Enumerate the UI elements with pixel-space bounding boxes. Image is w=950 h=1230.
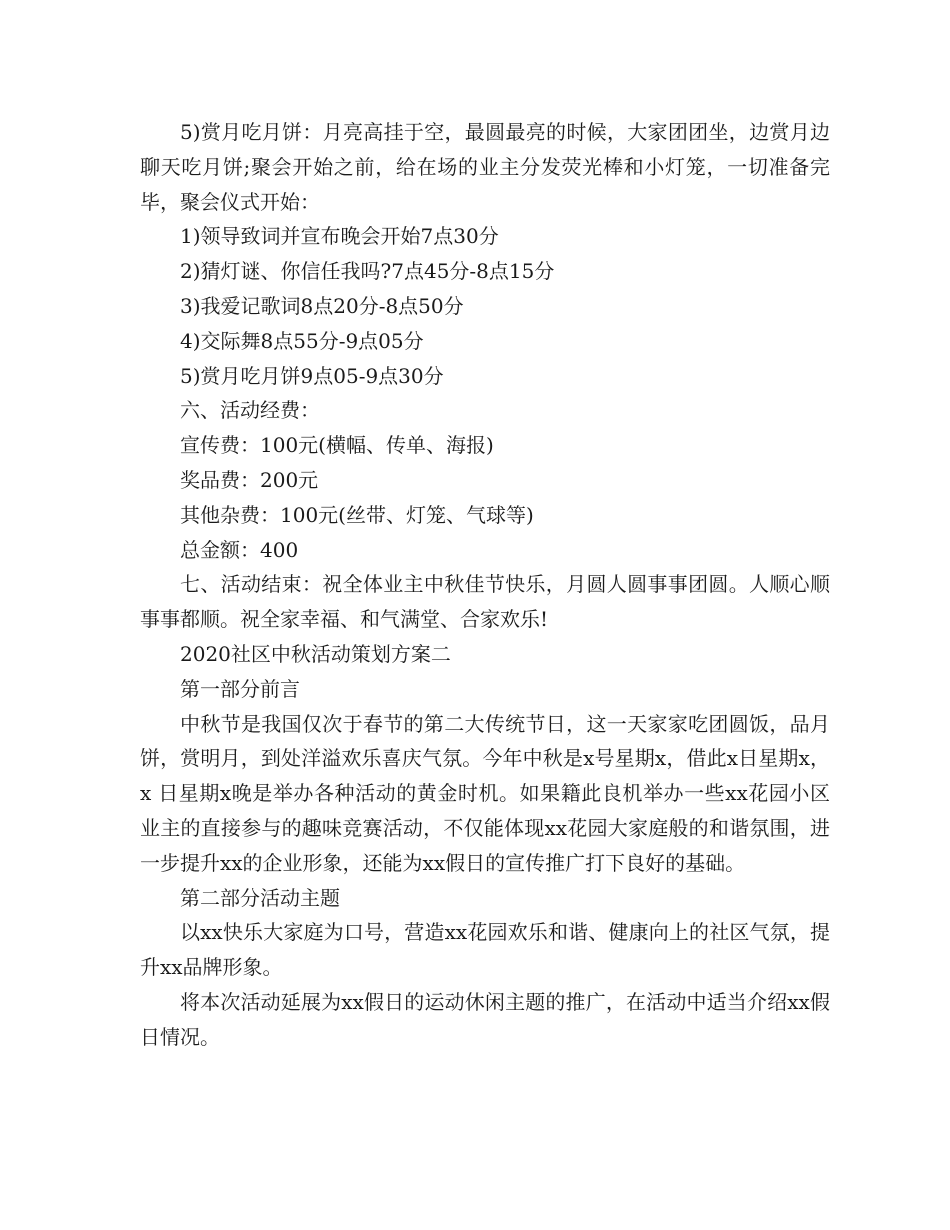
schedule-item-5: 5)赏月吃月饼9点05-9点30分 (180, 363, 444, 388)
paragraph-moon-viewing: 5)赏月吃月饼：月亮高挂于空，最圆最亮的时候，大家团团坐，边赏月边聊天吃月饼;聚会开始之前，给在场的业主分发荧光棒和小灯笼，一切准备完毕，聚会仪式开始： (140, 120, 830, 214)
budget-item-misc: 其他杂费：100元(丝带、灯笼、气球等) (180, 502, 534, 527)
schedule-item-4: 4)交际舞8点55分-9点05分 (180, 328, 424, 353)
section-heading-theme: 第二部分活动主题 (180, 885, 340, 910)
schedule-item-2: 2)猜灯谜、你信任我吗?7点45分-8点15分 (180, 259, 555, 284)
paragraph-theme: 以xx快乐大家庭为口号，营造xx花园欢乐和谐、健康向上的社区气氛，提升xx品牌形象。 (140, 920, 830, 980)
budget-total: 总金额：400 (180, 537, 299, 562)
section-heading-preface: 第一部分前言 (180, 676, 300, 701)
budget-item-publicity: 宣传费：100元(横幅、传单、海报) (180, 433, 494, 458)
schedule-item-3: 3)我爱记歌词8点20分-8点50分 (180, 293, 464, 318)
section-heading-budget: 六、活动经费： (180, 398, 320, 423)
paragraph-closing: 七、活动结束：祝全体业主中秋佳节快乐，月圆人圆事事团圆。人顺心顺事事都顺。祝全家幸福、和气满堂、合家欢乐! (140, 572, 830, 632)
plan-title: 2020社区中秋活动策划方案二 (180, 641, 451, 666)
schedule-item-1: 1)领导致词并宣布晚会开始7点30分 (180, 224, 499, 249)
paragraph-promotion: 将本次活动延展为xx假日的运动休闲主题的推广，在活动中适当介绍xx假日情况。 (140, 989, 830, 1049)
paragraph-preface: 中秋节是我国仅次于春节的第二大传统节日，这一天家家吃团圆饭，品月饼，赏明月，到处洋溢欢乐喜庆气氛。今年中秋是x号星期x，借此x日星期x，x 日星期x晚是举办各种活动的黄金时机。如果籍此良机举办一些xx花园小区业主的直接参与的趣味竞赛活动，不仅能体现xx花园大家庭般的和谐氛围，进一步提升xx的企业形象，还能为xx假日的宣传推广打下良好的基础。 (140, 711, 830, 875)
document-body (140, 115, 830, 1055)
budget-item-prizes: 奖品费：200元 (180, 467, 319, 492)
